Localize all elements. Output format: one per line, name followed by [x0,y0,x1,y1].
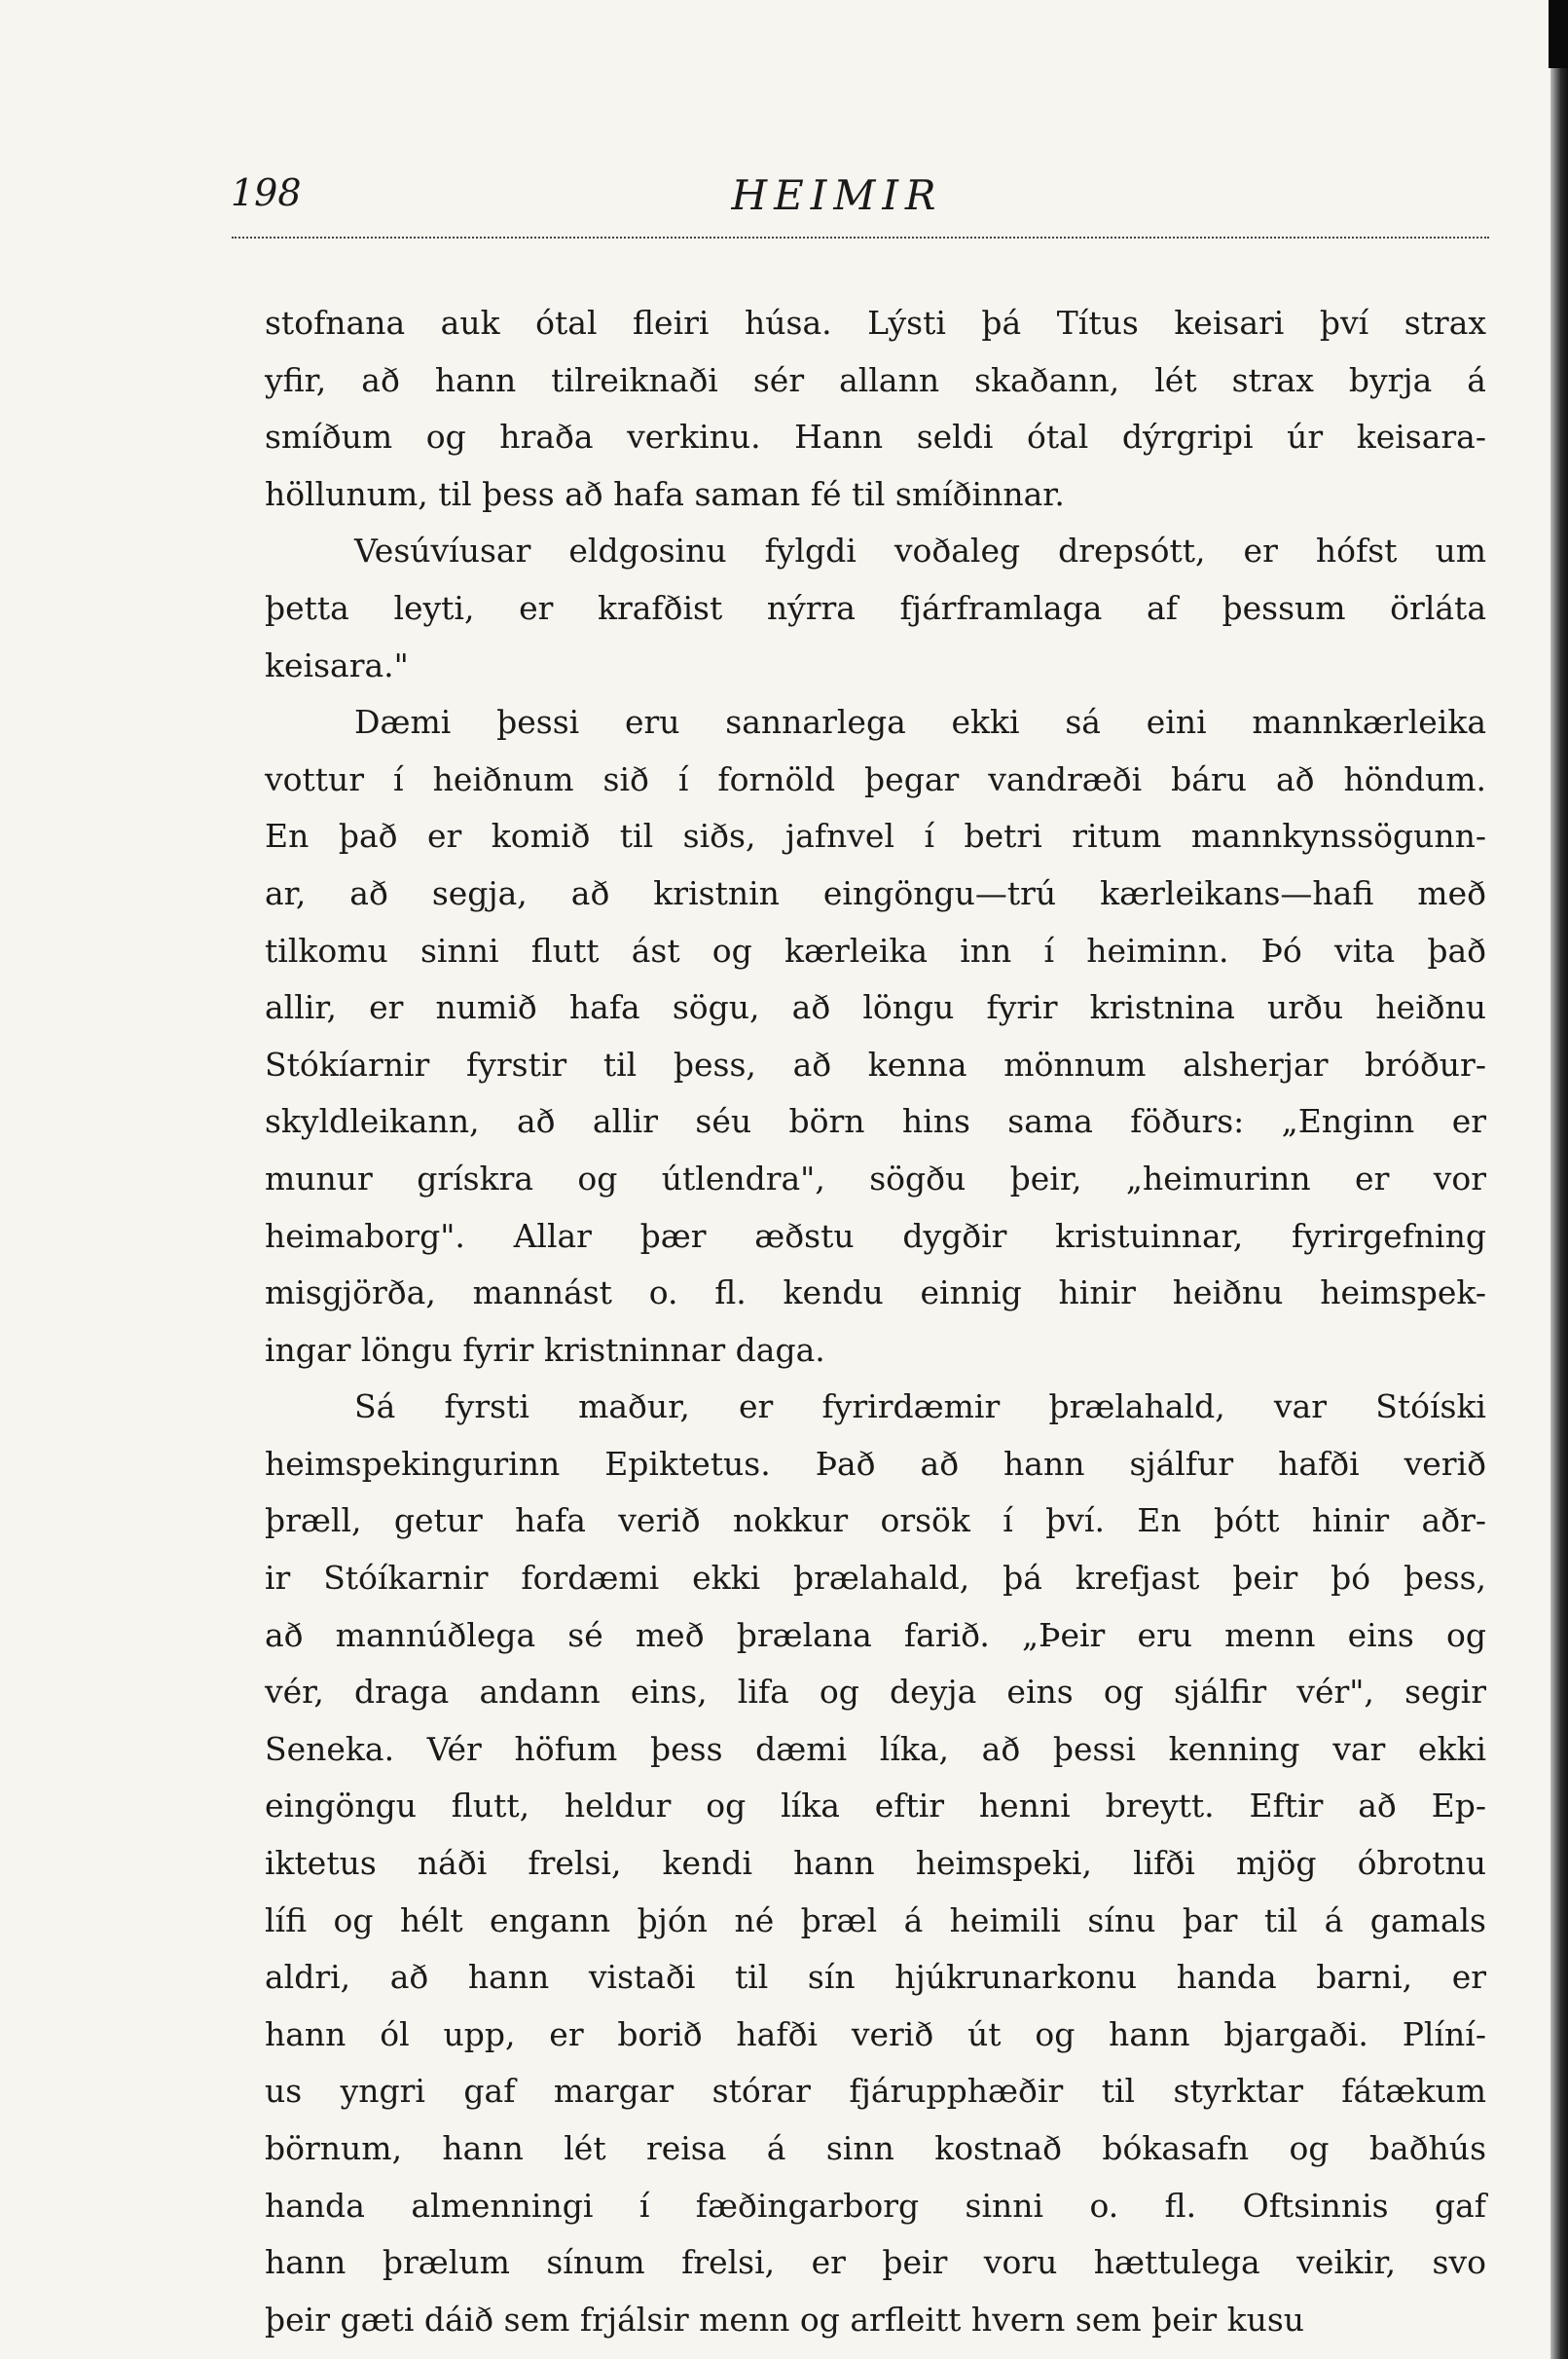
text-line: hann ól upp, er borið hafði verið út og hann bjargaði. Plíní- [265,2014,1486,2053]
text-line: iktetus náði frelsi, kendi hann heimspeki, lifði mjög óbrotnu [265,1844,1486,1883]
text-line: Dæmi þessi eru sannarlega ekki sá eini mannkærleika [354,703,1486,742]
paragraph [265,694,1486,1379]
text-line: yfir, að hann tilreiknaði sér allann skaðann, lét strax byrja á [265,360,1486,399]
text-line: að mannúðlega sé með þrælana farið. „Þeir eru menn eins og [265,1615,1486,1654]
text-line: börnum, hann lét reisa á sinn kostnað bókasafn og baðhús [265,2129,1486,2167]
paragraph [265,523,1486,694]
text-line: heimspekingurinn Epiktetus. Það að hann sjálfur hafði verið [265,1444,1486,1483]
text-line: vottur í heiðnum sið í fornöld þegar vandræði báru að höndum. [265,759,1486,798]
paragraph [265,295,1486,523]
text-line: lífi og hélt engann þjón né þræl á heimili sínu þar til á gamals [265,1900,1486,1939]
text-line: handa almenningi í fæðingarborg sinni o. fl. Oftsinnis gaf [265,2186,1486,2225]
text-line: smíðum og hraða verkinu. Hann seldi ótal dýrgripi úr keisara- [265,418,1486,457]
text-line: eingöngu flutt, heldur og líka eftir henni breytt. Eftir að Ep- [265,1787,1486,1825]
text-line: höllunum, til þess að hafa saman fé til smíðinnar. [265,474,1065,513]
page-number: 198 [231,171,302,214]
body-text [265,295,1486,2348]
text-line: þeir gæti dáið sem frjálsir menn og arfleitt hvern sem þeir kusu [265,2300,1305,2339]
page-edge-shadow [1550,0,1568,2359]
page-corner-mark [1549,0,1568,68]
text-line: Seneka. Vér höfum þess dæmi líka, að þessi kenning var ekki [265,1729,1486,1768]
text-line: hann þrælum sínum frelsi, er þeir voru hættulega veikir, svo [265,2243,1486,2282]
text-line: misgjörða, mannást o. fl. kendu einnig hinir heiðnu heimspek- [265,1273,1486,1312]
paragraph [265,1379,1486,2348]
text-line: us yngri gaf margar stórar fjárupphæðir til styrktar fátækum [265,2072,1486,2111]
text-line: þræll, getur hafa verið nokkur orsök í því. En þótt hinir aðr- [265,1501,1486,1540]
text-line: skyldleikann, að allir séu börn hins sama föðurs: „Enginn er [265,1102,1486,1141]
text-line: aldri, að hann vistaði til sín hjúkrunarkonu handa barni, er [265,1958,1486,1997]
text-line: Sá fyrsti maður, er fyrirdæmir þrælahald, var Stóíski [354,1387,1486,1426]
text-line: vér, draga andann eins, lifa og deyja eins og sjálfir vér", segir [265,1673,1486,1712]
text-line: ir Stóíkarnir fordæmi ekki þrælahald, þá krefjast þeir þó þess, [265,1559,1486,1598]
text-line: þetta leyti, er krafðist nýrra fjárframlaga af þessum örláta [265,588,1486,627]
page-header [185,164,1489,232]
text-line: allir, er numið hafa sögu, að löngu fyrir kristnina urðu heiðnu [265,988,1486,1027]
text-line: munur grískra og útlendra", sögðu þeir, „heimurinn er vor [265,1159,1486,1198]
header-rule [232,237,1489,239]
text-line: En það er komið til siðs, jafnvel í betri ritum mannkynssögunn- [265,817,1486,856]
text-line: tilkomu sinni flutt ást og kærleika inn í heiminn. Þó vita það [265,931,1486,970]
running-title: HEIMIR [731,171,943,219]
text-line: heimaborg". Allar þær æðstu dygðir kristuinnar, fyrirgefning [265,1216,1486,1255]
text-line: Vesúvíusar eldgosinu fylgdi voðaleg drepsótt, er hófst um [354,532,1486,571]
text-line: Stókíarnir fyrstir til þess, að kenna mönnum alsherjar bróður- [265,1045,1486,1084]
text-line: keisara." [265,645,409,684]
text-line: ar, að segja, að kristnin eingöngu—trú kærleikans—hafi með [265,873,1486,912]
text-line: stofnana auk ótal fleiri húsa. Lýsti þá Títus keisari því strax [265,304,1486,342]
text-line: ingar löngu fyrir kristninnar daga. [265,1330,825,1369]
